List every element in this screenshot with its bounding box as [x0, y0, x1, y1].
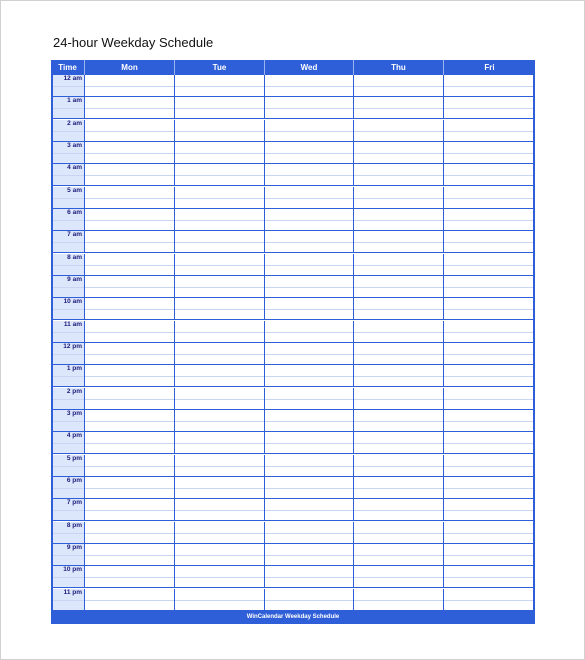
schedule-cell-thu[interactable] — [354, 142, 444, 163]
time-label: 12 am — [63, 75, 82, 82]
schedule-cell-tue[interactable] — [175, 432, 265, 453]
schedule-cell-thu[interactable] — [354, 589, 444, 610]
schedule-cell-fri[interactable] — [444, 120, 533, 141]
schedule-cell-fri[interactable] — [444, 97, 533, 118]
schedule-cell-fri[interactable] — [444, 432, 533, 453]
schedule-cell-mon[interactable] — [85, 254, 175, 275]
schedule-cell-wed[interactable] — [265, 276, 354, 297]
time-label: 8 am — [67, 253, 82, 261]
schedule-cell-fri[interactable] — [444, 388, 533, 409]
schedule-cell-thu[interactable] — [354, 365, 444, 386]
schedule-cell-wed[interactable] — [265, 164, 354, 185]
schedule-cell-fri[interactable] — [444, 276, 533, 297]
time-label: 1 pm — [66, 365, 82, 373]
schedule-cell-fri[interactable] — [444, 164, 533, 185]
schedule-cell-tue[interactable] — [175, 276, 265, 297]
schedule-cell-mon[interactable] — [85, 164, 175, 185]
time-label: 5 am — [67, 186, 82, 194]
time-label: 8 pm — [66, 521, 82, 529]
table-row — [53, 321, 533, 343]
schedule-cell-thu[interactable] — [354, 321, 444, 342]
schedule-cell-fri[interactable] — [444, 477, 533, 498]
schedule-cell-wed[interactable] — [265, 432, 354, 453]
schedule-cell-thu[interactable] — [354, 187, 444, 208]
header-time: Time — [51, 60, 85, 75]
schedule-cell-tue[interactable] — [175, 231, 265, 252]
schedule-cell-mon[interactable] — [85, 97, 175, 118]
header-row — [51, 60, 535, 75]
time-label: 2 pm — [66, 387, 82, 395]
schedule-cell-mon[interactable] — [85, 477, 175, 498]
schedule-cell-tue[interactable] — [175, 298, 265, 319]
schedule-cell-wed[interactable] — [265, 388, 354, 409]
time-cell — [53, 231, 85, 252]
time-cell — [53, 432, 85, 453]
schedule-cell-fri[interactable] — [444, 187, 533, 208]
schedule-cell-tue[interactable] — [175, 343, 265, 364]
time-cell — [53, 388, 85, 409]
time-cell — [53, 566, 85, 587]
table-row — [53, 142, 533, 164]
time-cell — [53, 589, 85, 610]
schedule-cell-thu[interactable] — [354, 254, 444, 275]
schedule-cell-fri[interactable] — [444, 209, 533, 230]
schedule-cell-fri[interactable] — [444, 321, 533, 342]
schedule-cell-fri[interactable] — [444, 343, 533, 364]
table-row — [53, 499, 533, 521]
footer-label: WinCalendar Weekday Schedule — [246, 614, 340, 620]
schedule-cell-mon[interactable] — [85, 343, 175, 364]
schedule-cell-mon[interactable] — [85, 365, 175, 386]
header-thu: Thu — [354, 60, 444, 75]
time-cell — [53, 142, 85, 163]
schedule-cell-tue[interactable] — [175, 75, 265, 96]
schedule-cell-tue[interactable] — [175, 164, 265, 185]
table-row — [53, 97, 533, 119]
time-cell — [53, 321, 85, 342]
time-label: 4 pm — [66, 432, 82, 440]
schedule-cell-wed[interactable] — [265, 410, 354, 431]
schedule-cell-wed[interactable] — [265, 499, 354, 520]
schedule-cell-mon[interactable] — [85, 589, 175, 610]
schedule-cell-tue[interactable] — [175, 254, 265, 275]
schedule-cell-mon[interactable] — [85, 566, 175, 587]
time-cell — [53, 522, 85, 543]
schedule-cell-fri[interactable] — [444, 522, 533, 543]
time-label: 3 am — [67, 141, 82, 149]
schedule-cell-tue[interactable] — [175, 410, 265, 431]
time-cell — [53, 120, 85, 141]
time-label: 2 am — [67, 119, 82, 127]
table-row — [53, 164, 533, 186]
schedule-cell-tue[interactable] — [175, 321, 265, 342]
schedule-cell-thu[interactable] — [354, 343, 444, 364]
schedule-cell-tue[interactable] — [175, 455, 265, 476]
header-fri: Fri — [484, 63, 495, 72]
time-cell — [53, 209, 85, 230]
time-label: 1 am — [67, 97, 82, 105]
schedule-cell-thu[interactable] — [354, 522, 444, 543]
time-cell — [53, 164, 85, 185]
schedule-cell-thu[interactable] — [354, 120, 444, 141]
time-cell — [53, 343, 85, 364]
table-row — [53, 254, 533, 276]
time-label: 11 pm — [63, 588, 82, 596]
time-label: 6 am — [67, 208, 82, 216]
schedule-cell-mon[interactable] — [85, 455, 175, 476]
time-label: 9 am — [67, 275, 82, 283]
schedule-cell-wed[interactable] — [265, 522, 354, 543]
table-row — [53, 120, 533, 142]
schedule-body — [53, 75, 533, 611]
table-row — [53, 477, 533, 499]
schedule-cell-mon[interactable] — [85, 231, 175, 252]
schedule-cell-mon[interactable] — [85, 410, 175, 431]
table-row — [53, 544, 533, 566]
schedule-cell-wed[interactable] — [265, 589, 354, 610]
schedule-cell-tue[interactable] — [175, 187, 265, 208]
schedule-cell-wed[interactable] — [265, 75, 354, 96]
schedule-cell-tue[interactable] — [175, 142, 265, 163]
schedule-cell-wed[interactable] — [265, 97, 354, 118]
schedule-cell-fri[interactable] — [444, 142, 533, 163]
schedule-cell-thu[interactable] — [354, 164, 444, 185]
schedule-cell-thu[interactable] — [354, 298, 444, 319]
time-label: 10 am — [63, 298, 82, 306]
schedule-cell-mon[interactable] — [85, 321, 175, 342]
schedule-cell-mon[interactable] — [85, 75, 175, 96]
time-label: 3 pm — [66, 409, 82, 417]
table-row — [53, 276, 533, 298]
schedule-cell-fri[interactable] — [444, 298, 533, 319]
schedule-cell-mon[interactable] — [85, 187, 175, 208]
schedule-cell-mon[interactable] — [85, 544, 175, 565]
schedule-cell-fri[interactable] — [444, 254, 533, 275]
table-row — [53, 365, 533, 387]
table-row — [53, 388, 533, 410]
schedule-cell-tue[interactable] — [175, 209, 265, 230]
time-label: 10 pm — [63, 566, 82, 574]
time-cell — [53, 254, 85, 275]
table-row — [53, 298, 533, 320]
schedule-cell-wed[interactable] — [265, 365, 354, 386]
schedule-cell-wed[interactable] — [265, 343, 354, 364]
schedule-cell-thu[interactable] — [354, 97, 444, 118]
schedule-cell-wed[interactable] — [265, 254, 354, 275]
schedule-cell-thu[interactable] — [354, 231, 444, 252]
schedule-cell-fri[interactable] — [444, 410, 533, 431]
time-cell — [53, 544, 85, 565]
time-label: 5 pm — [66, 454, 82, 462]
schedule-table — [51, 60, 535, 624]
schedule-cell-fri[interactable] — [444, 589, 533, 610]
schedule-cell-wed[interactable] — [265, 209, 354, 230]
schedule-cell-thu[interactable] — [354, 566, 444, 587]
table-row — [53, 231, 533, 253]
schedule-cell-thu[interactable] — [354, 75, 444, 96]
schedule-cell-thu[interactable] — [354, 209, 444, 230]
schedule-cell-wed[interactable] — [265, 187, 354, 208]
time-cell — [53, 499, 85, 520]
time-cell — [53, 97, 85, 118]
time-cell — [53, 410, 85, 431]
schedule-cell-wed[interactable] — [265, 142, 354, 163]
schedule-cell-mon[interactable] — [85, 120, 175, 141]
schedule-cell-thu[interactable] — [354, 477, 444, 498]
schedule-cell-thu[interactable] — [354, 410, 444, 431]
time-cell — [53, 276, 85, 297]
time-label: 4 am — [67, 164, 82, 172]
table-row — [53, 432, 533, 454]
table-row — [53, 343, 533, 365]
schedule-cell-wed[interactable] — [265, 120, 354, 141]
schedule-cell-tue[interactable] — [175, 499, 265, 520]
table-row — [53, 589, 533, 611]
schedule-cell-fri[interactable] — [444, 566, 533, 587]
schedule-cell-thu[interactable] — [354, 499, 444, 520]
table-row — [53, 566, 533, 588]
schedule-cell-fri[interactable] — [444, 75, 533, 96]
page-title: 24-hour Weekday Schedule — [53, 35, 214, 50]
schedule-cell-wed[interactable] — [265, 455, 354, 476]
schedule-cell-mon[interactable] — [85, 209, 175, 230]
schedule-cell-fri[interactable] — [444, 365, 533, 386]
schedule-cell-wed[interactable] — [265, 231, 354, 252]
time-cell — [53, 187, 85, 208]
schedule-cell-fri[interactable] — [444, 231, 533, 252]
schedule-cell-mon[interactable] — [85, 142, 175, 163]
time-cell — [53, 365, 85, 386]
table-row — [53, 209, 533, 231]
schedule-cell-mon[interactable] — [85, 388, 175, 409]
schedule-cell-wed[interactable] — [265, 298, 354, 319]
schedule-cell-tue[interactable] — [175, 566, 265, 587]
schedule-cell-tue[interactable] — [175, 97, 265, 118]
schedule-cell-wed[interactable] — [265, 566, 354, 587]
header-wed: Wed — [265, 60, 354, 75]
schedule-cell-tue[interactable] — [175, 589, 265, 610]
schedule-cell-tue[interactable] — [175, 365, 265, 386]
time-cell — [53, 75, 85, 96]
time-label: 9 pm — [66, 543, 82, 551]
schedule-cell-thu[interactable] — [354, 432, 444, 453]
schedule-cell-mon[interactable] — [85, 499, 175, 520]
schedule-cell-thu[interactable] — [354, 276, 444, 297]
header-mon: Mon — [85, 60, 175, 75]
time-label: 12 pm — [63, 342, 82, 350]
schedule-cell-tue[interactable] — [175, 120, 265, 141]
schedule-cell-mon[interactable] — [85, 432, 175, 453]
schedule-cell-fri[interactable] — [444, 544, 533, 565]
time-label: 7 pm — [66, 499, 82, 507]
schedule-cell-mon[interactable] — [85, 298, 175, 319]
schedule-cell-mon[interactable] — [85, 276, 175, 297]
schedule-cell-fri[interactable] — [444, 455, 533, 476]
schedule-cell-tue[interactable] — [175, 388, 265, 409]
schedule-cell-wed[interactable] — [265, 544, 354, 565]
time-label: 11 am — [63, 320, 82, 328]
time-label: 7 am — [67, 231, 82, 239]
table-row — [53, 75, 533, 97]
schedule-cell-thu[interactable] — [354, 544, 444, 565]
schedule-cell-mon[interactable] — [85, 522, 175, 543]
time-cell — [53, 298, 85, 319]
schedule-cell-tue[interactable] — [175, 544, 265, 565]
time-cell — [53, 455, 85, 476]
schedule-cell-fri[interactable] — [444, 499, 533, 520]
header-tue: Tue — [175, 60, 265, 75]
schedule-cell-thu[interactable] — [354, 455, 444, 476]
table-row — [53, 522, 533, 544]
schedule-cell-wed[interactable] — [265, 321, 354, 342]
schedule-cell-tue[interactable] — [175, 522, 265, 543]
schedule-cell-wed[interactable] — [265, 477, 354, 498]
time-label: 6 pm — [66, 476, 82, 484]
schedule-cell-thu[interactable] — [354, 388, 444, 409]
table-row — [53, 187, 533, 209]
time-cell — [53, 477, 85, 498]
schedule-cell-tue[interactable] — [175, 477, 265, 498]
table-row — [53, 455, 533, 477]
table-row — [53, 410, 533, 432]
